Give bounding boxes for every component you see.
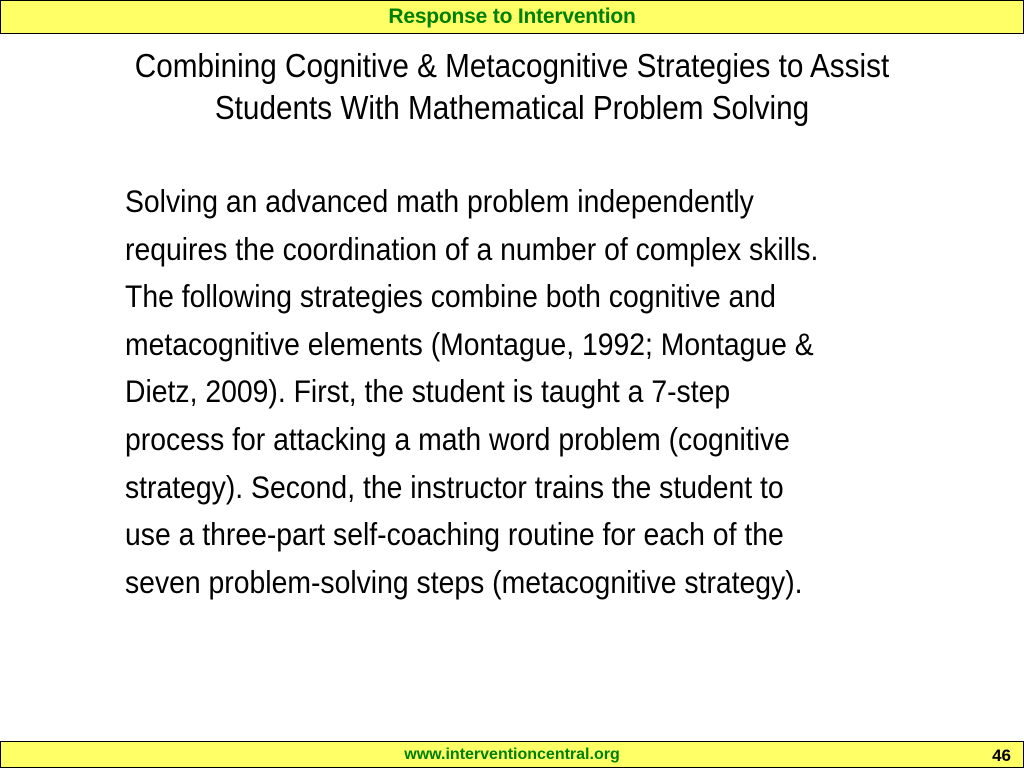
header-title: Response to Intervention	[388, 5, 636, 28]
body-line: The following strategies combine both cognitive and	[125, 278, 776, 315]
slide-title-line-1: Combining Cognitive & Metacognitive Strategies to Assist	[134, 47, 890, 84]
body-line: Solving an advanced math problem independently	[125, 183, 754, 219]
slide-title	[87, 45, 937, 129]
slide-title-line-2: Students With Mathematical Problem Solving	[214, 89, 810, 126]
body-line: seven problem-solving steps (metacognitive strategy).	[125, 563, 803, 600]
body-line: use a three-part self-coaching routine for each of the	[125, 516, 784, 553]
body-line: strategy). Second, the instructor trains the student to	[125, 468, 784, 505]
body-line: requires the coordination of a number of complex skills.	[125, 230, 819, 267]
body-line: process for attacking a math word problem (cognitive	[125, 420, 790, 457]
body-line: metacognitive elements (Montague, 1992; Montague &	[125, 325, 814, 362]
body-line: Dietz, 2009). First, the student is taught a 7-step	[125, 373, 731, 410]
footer-bar	[0, 741, 1024, 768]
header-bar	[0, 0, 1024, 34]
footer-url-link[interactable]: www.interventioncentral.org	[404, 746, 620, 763]
page-number: 46	[992, 746, 1011, 765]
body-paragraph	[125, 178, 917, 606]
